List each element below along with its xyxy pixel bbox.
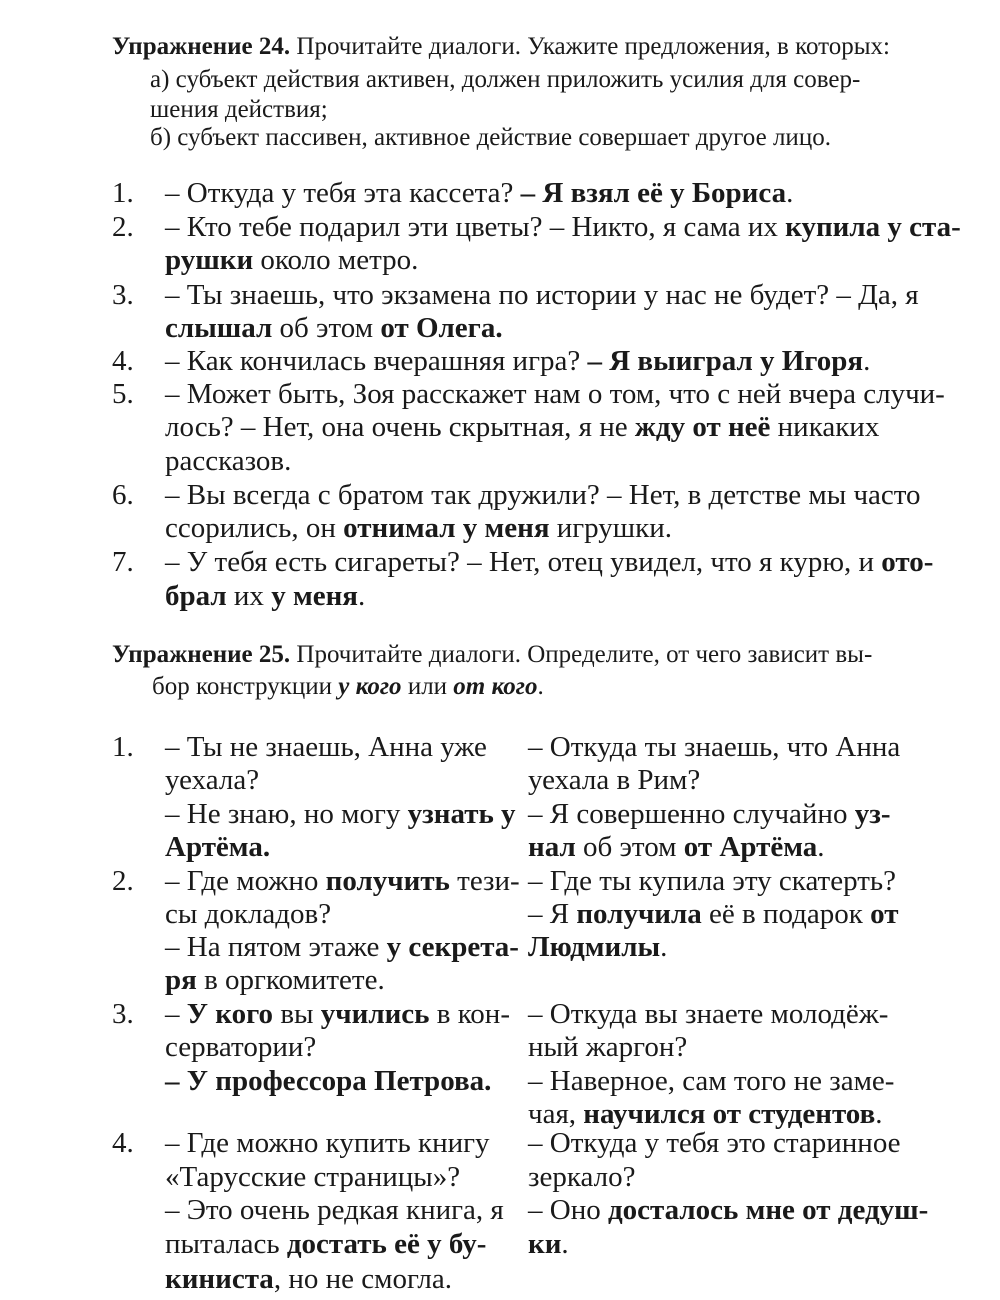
item-number: 3. — [112, 998, 134, 1030]
text-run: – Откуда у тебя эта кассета? — [165, 177, 521, 209]
dialogue-line — [165, 344, 870, 378]
text-run: лось? – Нет, она очень скрытная, я не — [165, 411, 635, 443]
dialogue-line-left — [165, 830, 270, 864]
dialogue-line-right — [528, 830, 825, 864]
text-run: вы — [273, 998, 321, 1030]
item-number: 3. — [112, 279, 134, 311]
bold-phrase: нал — [528, 831, 576, 863]
dialogue-line — [165, 278, 919, 312]
bold-phrase: купила у ста- — [785, 211, 961, 243]
text-run: никаких — [770, 411, 880, 443]
text-run: . — [786, 177, 794, 209]
text-run: об этом — [575, 831, 684, 863]
text-run: . — [660, 931, 668, 963]
text-run: . — [357, 580, 366, 612]
bold-phrase: получить — [325, 865, 450, 897]
bold-phrase: ки — [528, 1228, 562, 1260]
instruction-text: или — [401, 673, 454, 700]
bold-phrase: Артёма. — [165, 831, 271, 863]
text-run: ссорились, он — [165, 512, 344, 544]
dialogue-line-left — [165, 864, 520, 898]
text-run: игрушки. — [549, 512, 672, 544]
dialogue-line — [165, 478, 921, 512]
bold-phrase: достать её у бу- — [286, 1228, 487, 1260]
text-run: – Где ты купила эту скатерть? — [528, 865, 896, 897]
bold-phrase: получила — [576, 898, 702, 930]
bold-phrase: ря — [165, 964, 197, 996]
dialogue-line-right — [528, 1064, 894, 1098]
bold-phrase: от Олега. — [380, 312, 503, 344]
dialogue-line-right — [528, 1030, 687, 1064]
item-number: 1. — [112, 731, 134, 763]
text-run: – Оно — [528, 1194, 608, 1226]
text-run: тези- — [449, 865, 520, 897]
exercise-25-instruction: Прочитайте диалоги. Определите, от чего зависит вы- — [296, 641, 873, 668]
dialogue-line-left — [165, 1227, 486, 1261]
text-run: – Ты знаешь, что экзамена по истории у нас не будет? – Да, я — [165, 279, 919, 311]
dialogue-line — [165, 579, 365, 613]
dialogue-line-left — [165, 1193, 504, 1227]
bold-phrase: У кого — [186, 998, 274, 1030]
text-run: – Ты не знаешь, Анна уже — [165, 731, 487, 763]
bold-phrase: рушки — [165, 244, 254, 276]
dialogue-line-right — [528, 930, 667, 964]
item-number: 6. — [112, 479, 134, 511]
text-run: серватории? — [165, 1031, 317, 1063]
bold-phrase: от Артёма — [683, 831, 818, 863]
dialogue-line — [165, 545, 933, 579]
bold-phrase: учились — [320, 998, 430, 1030]
exercise-25-title: Упражнение 25. — [112, 641, 291, 668]
item-number: 4. — [112, 1127, 134, 1159]
dialogue-line-left — [165, 963, 385, 997]
bold-phrase: – Я выиграл у Игоря — [587, 345, 864, 377]
bold-phrase: у секрета- — [386, 931, 519, 963]
dialogue-line-right — [528, 997, 888, 1031]
text-run: – Я — [528, 898, 577, 930]
exercise-24-sub-a-line2: шения действия; — [150, 96, 328, 123]
text-run: – Откуда у тебя это старинное — [528, 1127, 901, 1159]
text-run: чая, — [528, 1098, 584, 1130]
instruction-text: . — [537, 673, 544, 700]
dialogue-line-right — [528, 864, 896, 898]
dialogue-line-left — [165, 1126, 490, 1160]
dialogue-line-right — [528, 1193, 928, 1227]
bold-phrase: – У профессора Петрова. — [165, 1065, 492, 1097]
bold-phrase: досталось мне от дедуш- — [607, 1194, 929, 1226]
text-run: – Может быть, Зоя расскажет нам о том, что с ней вчера случи- — [165, 378, 945, 410]
text-run: – Где можно — [165, 865, 326, 897]
text-run: зеркало? — [528, 1161, 636, 1193]
dialogue-line-left — [165, 797, 516, 831]
text-run: – Вы всегда с братом так дружили? – Нет, в детстве мы часто — [165, 479, 921, 511]
text-run: сы докладов? — [165, 898, 332, 930]
exercise-24-instruction: Прочитайте диалоги. Укажите предложения, в которых: — [296, 33, 890, 60]
construction-ot-kogo: от кого — [453, 673, 538, 700]
bold-phrase: у меня — [271, 580, 358, 612]
dialogue-line-right — [528, 797, 891, 831]
dialogue-line — [165, 377, 945, 411]
dialogue-line — [165, 210, 961, 244]
text-run: уехала в Рим? — [528, 764, 701, 796]
text-run: – На пятом этаже — [165, 931, 387, 963]
dialogue-line — [165, 444, 291, 478]
text-run: её в подарок — [701, 898, 871, 930]
dialogue-line-right — [528, 763, 700, 797]
exercise-24-title: Упражнение 24. — [112, 33, 291, 60]
item-number: 4. — [112, 345, 134, 377]
item-number: 5. — [112, 378, 134, 410]
dialogue-line-right — [528, 1227, 569, 1261]
text-run: – Наверное, сам того не заме- — [528, 1065, 895, 1097]
bold-phrase: научился от студентов — [583, 1098, 876, 1130]
text-run: – Где можно купить книгу — [165, 1127, 490, 1159]
text-run: уехала? — [165, 764, 260, 796]
dialogue-line-left — [165, 730, 487, 764]
bold-phrase: от — [870, 898, 899, 930]
dialogue-line — [165, 410, 879, 444]
text-run: – — [165, 998, 187, 1030]
dialogue-line-right — [528, 730, 900, 764]
text-run: в оргкомитете. — [196, 964, 385, 996]
dialogue-line-left — [165, 897, 331, 931]
text-run: об этом — [272, 312, 381, 344]
text-run: – Я совершенно случайно — [528, 798, 855, 830]
bold-phrase: Людмилы — [528, 931, 661, 963]
dialogue-line-left — [165, 1030, 316, 1064]
item-number: 2. — [112, 211, 134, 243]
text-run: . — [863, 345, 871, 377]
dialogue-line — [165, 311, 503, 345]
text-run: . — [561, 1228, 569, 1260]
text-run: . — [817, 831, 825, 863]
text-run: – Это очень редкая книга, я — [165, 1194, 504, 1226]
item-number: 1. — [112, 177, 134, 209]
exercise-24-sub-b: б) субъект пассивен, активное действие совершает другое лицо. — [150, 124, 831, 151]
exercise-24-heading — [112, 30, 927, 63]
dialogue-line-right — [528, 1160, 635, 1194]
dialogue-line-right — [528, 897, 899, 931]
instruction-text: бор конструкции — [152, 673, 339, 700]
dialogue-line — [165, 176, 793, 210]
text-run: . — [875, 1098, 883, 1130]
text-run: пыталась — [165, 1228, 287, 1260]
bold-phrase: брал — [165, 580, 227, 612]
bold-phrase: отнимал у меня — [343, 512, 550, 544]
text-run: – Кто тебе подарил эти цветы? – Никто, я сама их — [165, 211, 786, 243]
text-run: «Тарусские страницы»? — [165, 1161, 461, 1193]
dialogue-line-left — [165, 1262, 452, 1296]
item-number: 7. — [112, 546, 134, 578]
text-run: – Откуда ты знаешь, что Анна — [528, 731, 901, 763]
dialogue-line-left — [165, 997, 510, 1031]
exercise-25-heading — [112, 638, 927, 671]
text-run: – Откуда вы знаете молодёж- — [528, 998, 889, 1030]
bold-phrase: жду от неё — [634, 411, 771, 443]
dialogue-line-right — [528, 1126, 901, 1160]
dialogue-line-left — [165, 930, 519, 964]
exercise-24-sub-a-line1: а) субъект действия активен, должен приложить усилия для совер- — [150, 66, 861, 93]
text-run: – У тебя есть сигареты? – Нет, отец увидел, что я курю, и — [165, 546, 882, 578]
dialogue-line-left — [165, 1064, 491, 1098]
dialogue-line-left — [165, 763, 259, 797]
bold-phrase: уз- — [854, 798, 891, 830]
text-run: ный жаргон? — [528, 1031, 688, 1063]
text-run: около метро. — [253, 244, 419, 276]
bold-phrase: – Я взял её у Бориса — [520, 177, 787, 209]
dialogue-line — [165, 243, 418, 277]
item-number: 2. — [112, 865, 134, 897]
bold-phrase: узнать у — [407, 798, 516, 830]
text-run: – Как кончилась вчерашняя игра? — [165, 345, 588, 377]
bold-phrase: ото- — [881, 546, 934, 578]
exercise-25-instruction-line2 — [152, 670, 932, 703]
text-run: , но не смогла. — [273, 1263, 452, 1295]
bold-phrase: слышал — [165, 312, 273, 344]
text-run: в кон- — [429, 998, 510, 1030]
bold-phrase: киниста — [165, 1263, 274, 1295]
dialogue-line — [165, 511, 672, 545]
dialogue-line-left — [165, 1160, 460, 1194]
construction-u-kogo: у кого — [338, 673, 402, 700]
text-run: рассказов. — [165, 445, 292, 477]
text-run: – Не знаю, но могу — [165, 798, 408, 830]
text-run: их — [226, 580, 272, 612]
